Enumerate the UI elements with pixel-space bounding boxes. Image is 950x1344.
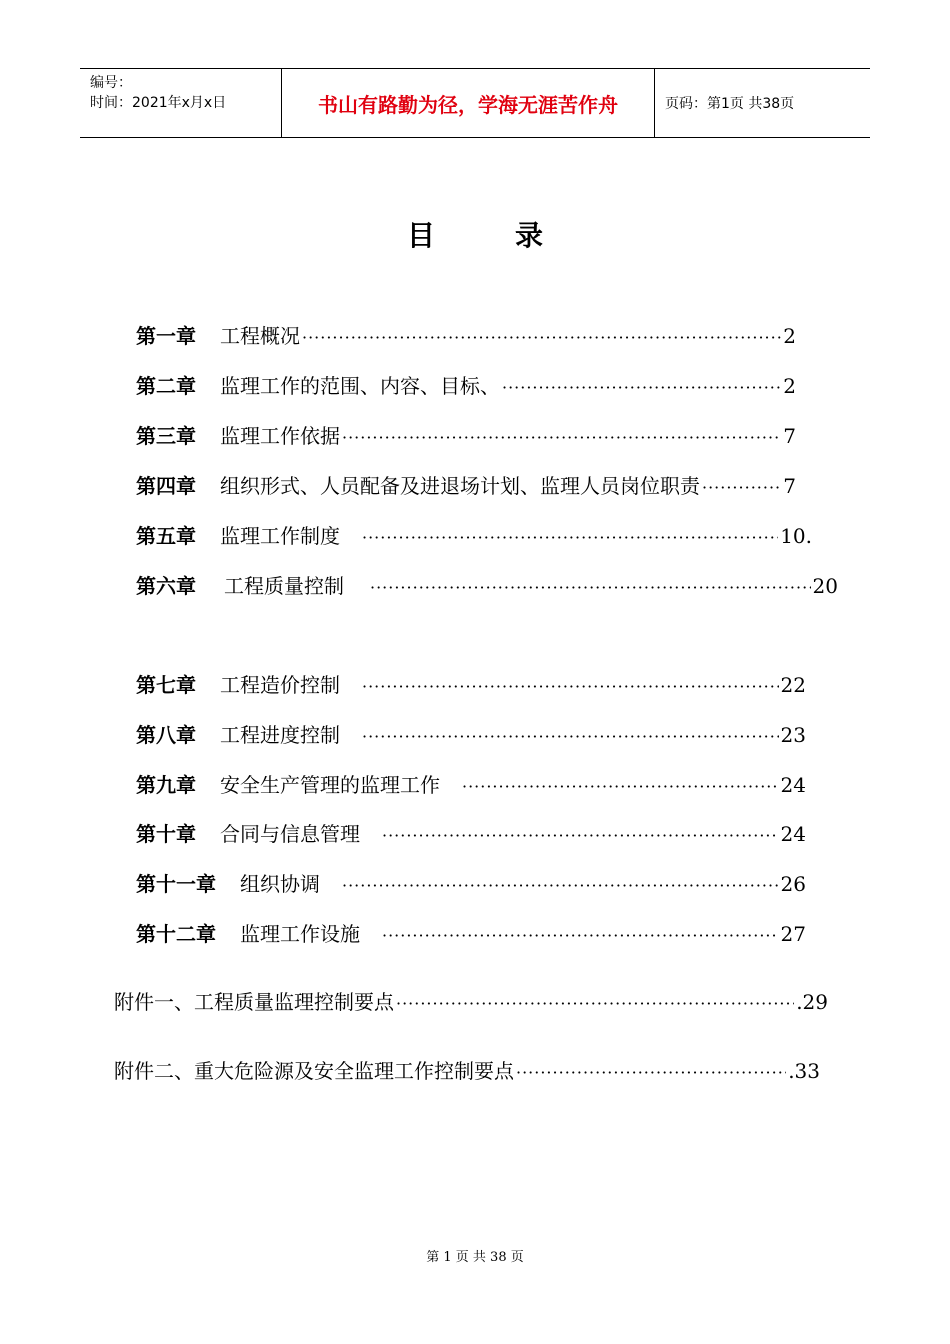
appendix-leader — [396, 994, 794, 1013]
toc-page: 10. — [780, 524, 812, 548]
page-header — [80, 68, 870, 138]
toc-chapter: 第五章 — [136, 524, 196, 548]
toc-leader — [362, 677, 779, 696]
toc-entry — [136, 570, 838, 600]
toc-leader — [382, 926, 779, 945]
toc-entry — [136, 868, 806, 898]
toc-leader — [382, 826, 779, 845]
toc-entry — [136, 370, 796, 400]
header-page-info: 页码：第1页 共38页 — [665, 96, 795, 112]
toc-title: 组织形式、人员配备及进退场计划、监理人员岗位职责 — [220, 474, 700, 498]
toc-chapter: 第十章 — [136, 822, 196, 846]
toc-entry — [136, 818, 806, 848]
toc-page: 24 — [780, 773, 806, 797]
toc-chapter: 第八章 — [136, 723, 196, 747]
number-label: 编号： — [90, 75, 132, 91]
toc-page: 20 — [812, 574, 838, 598]
page-title: 目录 — [406, 219, 623, 252]
toc-title: 工程概况 — [220, 324, 300, 348]
toc-leader — [370, 578, 811, 597]
toc-chapter: 第一章 — [136, 324, 196, 348]
toc-entry — [136, 918, 806, 948]
header-motto: 书山有路勤为径，学海无涯苦作舟 — [282, 69, 655, 137]
toc-page: 24 — [780, 822, 806, 846]
toc-title: 工程进度控制 — [220, 723, 340, 747]
toc-page: 7 — [783, 474, 796, 498]
appendix-leader — [516, 1063, 786, 1082]
toc-title: 监理工作依据 — [220, 424, 340, 448]
toc-chapter: 第七章 — [136, 673, 196, 697]
toc-chapter: 第十一章 — [136, 872, 216, 896]
toc-entry — [136, 470, 796, 500]
toc-entry — [136, 669, 806, 699]
appendix-label: 附件一、工程质量监理控制要点 — [114, 990, 394, 1014]
toc-leader — [342, 428, 781, 447]
toc-page: 22 — [780, 673, 806, 697]
toc-leader — [362, 528, 778, 547]
page-footer: 第 1 页 共 38 页 — [426, 1250, 524, 1265]
toc-page: 23 — [780, 723, 806, 747]
toc-leader — [502, 378, 781, 397]
toc-page: 7 — [783, 424, 796, 448]
toc-entry — [136, 769, 806, 799]
toc-page: 26 — [780, 872, 806, 896]
toc-chapter: 第六章 — [136, 574, 196, 598]
toc-chapter: 第九章 — [136, 773, 196, 797]
toc-leader — [342, 876, 779, 895]
toc-title: 合同与信息管理 — [220, 822, 360, 846]
toc-entry — [136, 520, 812, 550]
toc-page: 2 — [783, 374, 796, 398]
toc-page: 2 — [783, 324, 796, 348]
toc-chapter: 第十二章 — [136, 922, 216, 946]
appendix-page: .33 — [788, 1059, 820, 1083]
toc-title: 安全生产管理的监理工作 — [220, 773, 440, 797]
toc-title: 监理工作的范围、内容、目标、 — [220, 374, 500, 398]
toc-title: 监理工作制度 — [220, 524, 340, 548]
header-meta — [80, 69, 282, 137]
appendix-entry — [114, 986, 828, 1016]
toc-entry — [136, 719, 806, 749]
appendix-page: .29 — [796, 990, 828, 1014]
toc-entry — [136, 420, 796, 450]
toc-title: 工程造价控制 — [220, 673, 340, 697]
toc-title: 工程质量控制 — [224, 574, 344, 598]
toc-leader — [362, 727, 779, 746]
toc-title: 监理工作设施 — [240, 922, 360, 946]
toc-leader — [702, 478, 781, 497]
time-label: 时间：2021年x月x日 — [90, 95, 227, 111]
toc-entry — [136, 320, 796, 350]
toc-chapter: 第四章 — [136, 474, 196, 498]
toc-chapter: 第二章 — [136, 374, 196, 398]
toc-chapter: 第三章 — [136, 424, 196, 448]
appendix-label: 附件二、重大危险源及安全监理工作控制要点 — [114, 1059, 514, 1083]
toc-page: 27 — [780, 922, 806, 946]
appendix-entry — [114, 1055, 820, 1085]
toc-leader — [302, 328, 781, 347]
toc-title: 组织协调 — [240, 872, 320, 896]
toc-leader — [462, 777, 779, 796]
